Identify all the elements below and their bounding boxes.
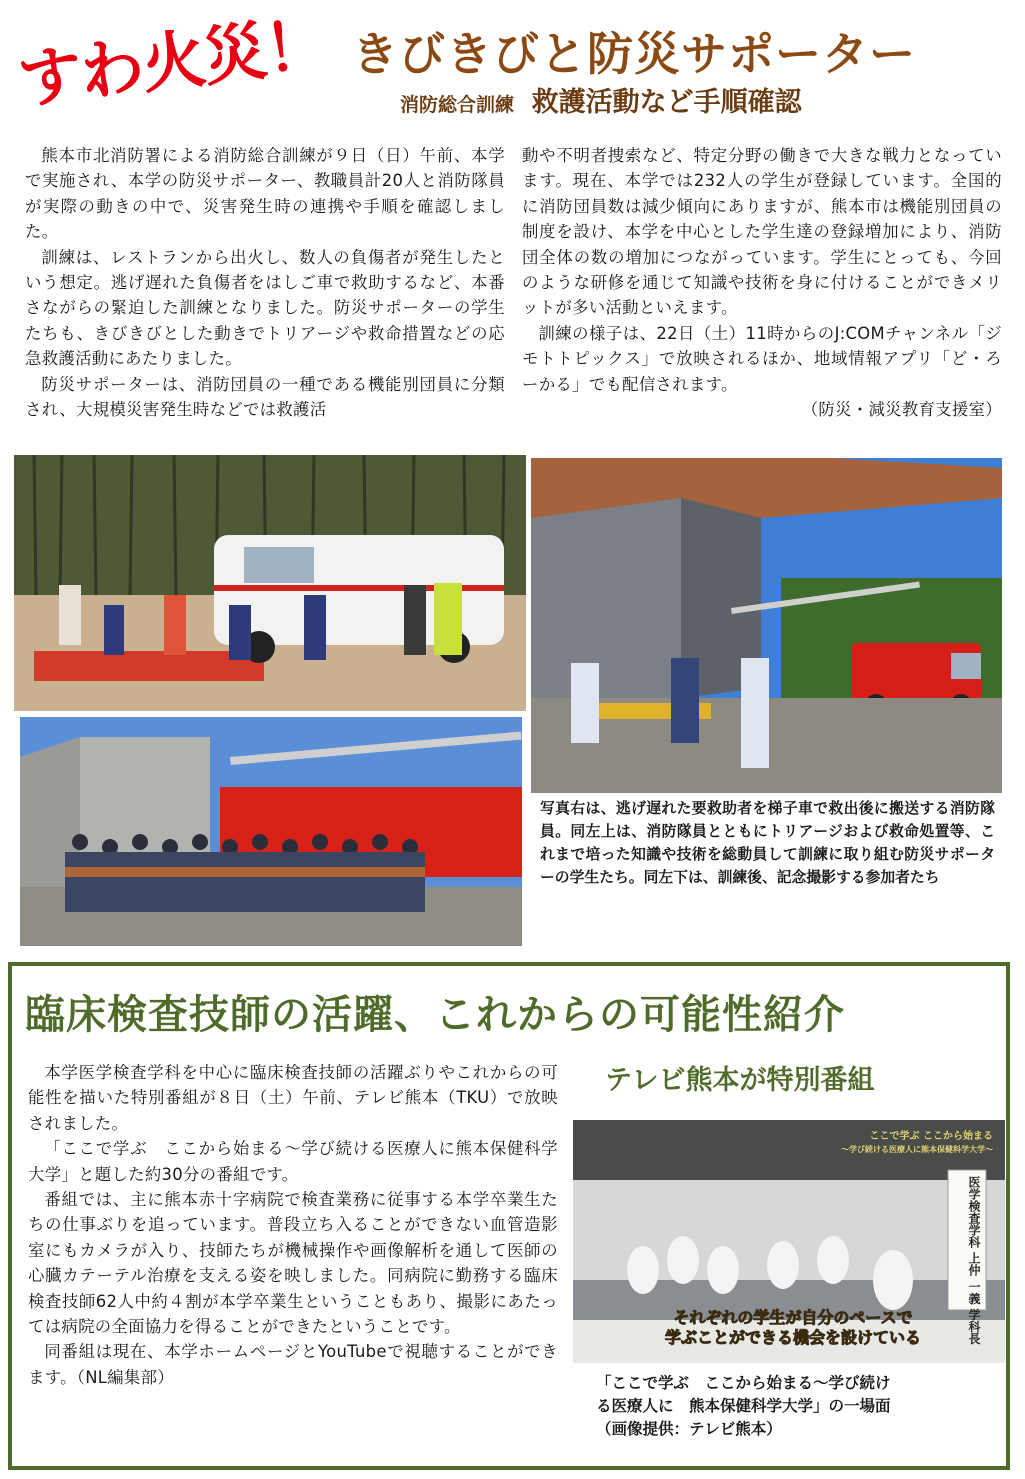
tv-subtitle bbox=[623, 1308, 963, 1348]
tv-top-caption-title: ここで学ぶ ここから始まる bbox=[869, 1131, 993, 1142]
paragraph: 防災サポーターは、消防団員の一種である機能別団員に分類され、大規模災害発生時などでは救護活 bbox=[25, 374, 505, 420]
paragraph: 番組では、主に熊本赤十字病院で検査業務に従事する本学卒業生たちの仕事ぶりを追っています。普段立ち入ることができない血管造影室にもカメラが入り、技師たちが機械操作や画像解析を通して医師の心臓カテーテル治療を支える姿を映しました。同病院に勤務する臨床検査技師62人中約４割が本学卒業生ということもあり、撮影にあたっては病院の全面協力を得ることができたということです。 bbox=[28, 1190, 558, 1337]
paragraph: 「ここで学ぶ ここから始まる～学び続ける医療人に熊本保健科学大学」と題した約30分の番組です。 bbox=[28, 1139, 558, 1184]
tv-top-caption bbox=[841, 1130, 993, 1156]
tv-subtitle-line-1: それぞれの学生が自分のペースで bbox=[673, 1308, 913, 1327]
paragraph: 訓練は、レストランから出火し、数人の負傷者が発生したという想定。逃げ遅れた負傷者をはしご車で救助するなど、本番さながらの緊迫した訓練となりました。防災サポーターの学生たちも、きびきびとした動きでトリアージや救命措置などの応急救護活動にあたりました。 bbox=[25, 247, 505, 369]
photo-caption: 写真右は、逃げ遅れた要救助者を梯子車で救出後に搬送する消防隊員。同左上は、消防隊員とともにトリアージおよび救命処置等、これまで培った知識や技術を総動員して訓練に取り組む防災サポーターの学生たち。同左下は、訓練後、記念撮影する参加者たち bbox=[540, 800, 995, 886]
article-title: きびきびと防災サポーター bbox=[352, 27, 916, 81]
article-subtitle bbox=[400, 80, 802, 119]
caption-line: 「ここで学ぶ ここから始まる～学び続け bbox=[596, 1374, 891, 1392]
photo-group-commemorative bbox=[20, 717, 522, 946]
article-2-title: 臨床検査技師の活躍、これからの可能性紹介 bbox=[25, 992, 845, 1038]
caption-line: （画像提供：テレビ熊本） bbox=[596, 1420, 782, 1438]
paragraph-continued: 動や不明者捜索など、特定分野の働きで大きな戦力となっています。現在、本学では232人の学生が登録しています。全国的に消防団員数は減少傾向にありますが、熊本市は機能別団員の制度を設け、本学を中心とした学生達の登録増加により、消防団全体の数の増加につながっています。学生にとっても、今回のような研修を通じて知識や技術を身に付けることができメリットが多い活動といえます。 bbox=[522, 146, 1002, 318]
tv-top-caption-sub: 〜学び続ける医療人に熊本保健科学大学〜 bbox=[841, 1145, 993, 1154]
paragraph: 熊本市北消防署による消防総合訓練が９日（日）午前、本学で実施され、本学の防災サポーター、教職員計20人と消防隊員が実際の動きの中で、災害発生時の連携や手順を確認しました。 bbox=[25, 146, 505, 242]
caption-line: る医療人に 熊本保健科学大学」の一場面 bbox=[596, 1397, 891, 1415]
subtitle-kicker: 消防総合訓練 bbox=[400, 94, 515, 116]
photo-triage-training bbox=[14, 455, 526, 711]
article-credit: （防災・減災教育支援室） bbox=[801, 400, 1002, 420]
tv-photo-caption bbox=[596, 1372, 996, 1441]
paragraph: 同番組は現在、本学ホームページとYouTubeで視聴することができます。（NL編集部） bbox=[28, 1342, 558, 1387]
photo-tv-program bbox=[573, 1120, 1005, 1363]
article-2-body bbox=[28, 1060, 558, 1390]
paragraph: 訓練の様子は、22日（土）11時からのJ:COMチャンネル「ジモトトピックス」で放映されるほか、地域情報アプリ「ど・ろーかる」でも配信されます。 bbox=[522, 323, 1002, 394]
photo-ladder-rescue bbox=[531, 458, 1002, 793]
article-2-subhead: テレビ熊本が特別番組 bbox=[605, 1065, 875, 1096]
brand-title: すわ火災！ bbox=[14, 7, 331, 119]
subtitle-headline: 救護活動など手順確認 bbox=[531, 87, 802, 118]
paragraph: 本学医学検査学科を中心に臨床検査技師の活躍ぶりやこれからの可能性を描いた特別番組が８日（土）午前、テレビ熊本（TKU）で放映されました。 bbox=[28, 1063, 558, 1133]
tv-subtitle-line-2: 学ぶことができる機会を設けている bbox=[664, 1328, 921, 1347]
article-column-1 bbox=[25, 143, 505, 422]
tv-name-tag: 医学検査学科 上仲 一義 学科長 bbox=[967, 1176, 981, 1345]
article-column-2 bbox=[522, 143, 1002, 422]
